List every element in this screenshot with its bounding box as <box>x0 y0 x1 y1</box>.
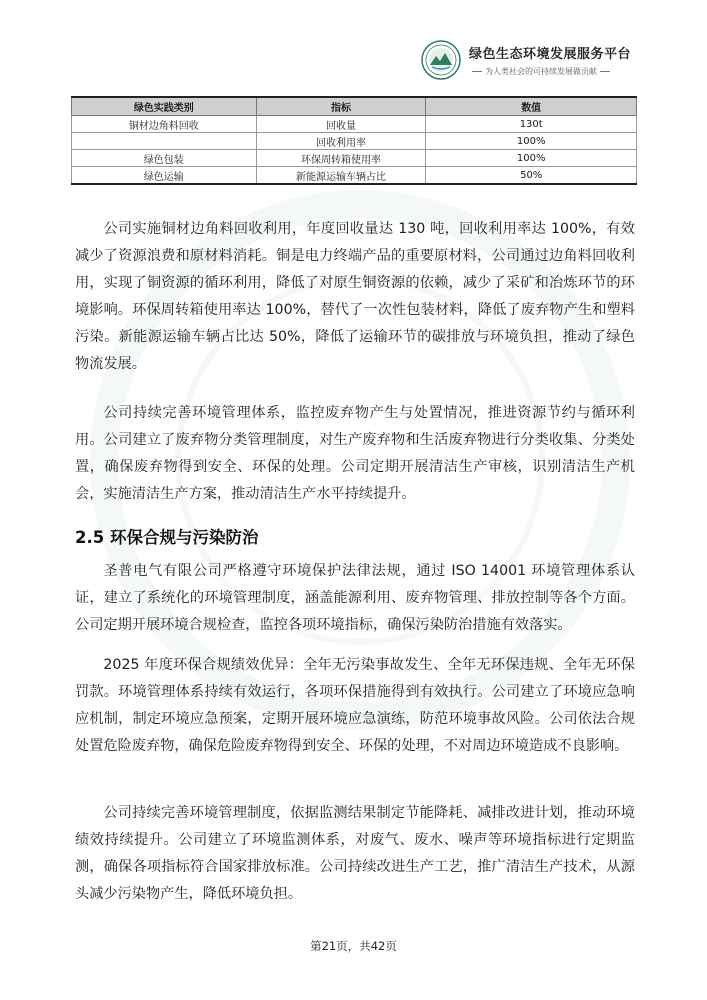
paragraph-monitoring: 公司持续完善环境管理制度，依据监测结果制定节能降耗、减排改进计划，推动环境绩效持续提升。公司建立了环境监测体系，对废气、废水、噪声等环境指标进行定期监测，确保各项指标符合国家排放标准。公司持续改进生产工艺，推广清洁生产技术，从源头减少污染物产生，降低环境负担。 <box>75 805 635 902</box>
table-cell: 100% <box>426 133 637 150</box>
table-cell: 回收量 <box>256 116 426 133</box>
table-cell <box>72 133 257 150</box>
table-cell: 50% <box>426 167 637 185</box>
brand-title: 绿色生态环境发展服务平台 <box>468 47 631 62</box>
section-heading: 2.5 环保合规与污染防治 <box>75 528 259 547</box>
paragraph-env-management: 公司持续完善环境管理体系，监控废弃物产生与处置情况，推进资源节约与循环利用。公司建立了废弃物分类管理制度，对生产废弃物和生活废弃物进行分类收集、分类处置，确保废弃物得到安全、环保的处理。公司定期开展清洁生产审核，识别清洁生产机会，实施清洁生产方案，推动清洁生产水平持续提升。 <box>75 405 635 502</box>
eco-platform-logo-icon <box>421 40 461 80</box>
table-row <box>72 167 637 185</box>
table-header-cell: 数值 <box>426 97 637 116</box>
table-cell: 100% <box>426 150 637 167</box>
table-cell: 绿色包装 <box>72 150 257 167</box>
paragraph-recycling: 公司实施铜材边角料回收利用，年度回收量达 130 吨，回收利用率达 100%，有效减少了资源浪费和原材料消耗。铜是电力终端产品的重要原材料，公司通过边角料回收利用，实现了铜资源的循环利用，降低了对原生铜资源的依赖，减少了采矿和冶炼环节的环境影响。环保周转箱使用率达 100%，替代了一次性包装材料，降低了废弃物产生和塑料污染。新能源运输车辆占比达 50%，降低了运输环节的碳排放与环境负担，推动了绿色物流发展。 <box>75 221 635 372</box>
table-cell: 铜材边角料回收 <box>72 116 257 133</box>
green-practice-table <box>71 96 637 185</box>
brand-subtitle: 为人类社会的可持续发展做贡献 <box>469 66 631 77</box>
table-header-row <box>72 97 637 116</box>
table-row <box>72 116 637 133</box>
table-cell: 新能源运输车辆占比 <box>256 167 426 185</box>
table-cell: 绿色运输 <box>72 167 257 185</box>
table-cell: 环保周转箱使用率 <box>256 150 426 167</box>
page-header <box>421 40 631 80</box>
table-row <box>72 133 637 150</box>
table-cell: 130t <box>426 116 637 133</box>
page-number: 第21页，共42页 <box>310 939 397 953</box>
paragraph-compliance: 圣普电气有限公司严格遵守环境保护法律法规，通过 ISO 14001 环境管理体系认证，建立了系统化的环境管理制度，涵盖能源利用、废弃物管理、排放控制等各个方面。公司定期开展环境合规检查，监控各项环境指标，确保污染防治措施有效落实。 <box>75 563 635 633</box>
table-cell: 回收利用率 <box>256 133 426 150</box>
table-row <box>72 150 637 167</box>
table-header-cell: 绿色实践类别 <box>72 97 257 116</box>
table-header-cell: 指标 <box>256 97 426 116</box>
paragraph-performance: 2025 年度环保合规绩效优异：全年无污染事故发生、全年无环保违规、全年无环保罚款。环境管理体系持续有效运行，各项环保措施得到有效执行。公司建立了环境应急响应机制，制定环境应急预案，定期开展环境应急演练，防范环境事故风险。公司依法合规处置危险废弃物，确保危险废弃物得到安全、环保的处理，不对周边环境造成不良影响。 <box>75 657 635 754</box>
